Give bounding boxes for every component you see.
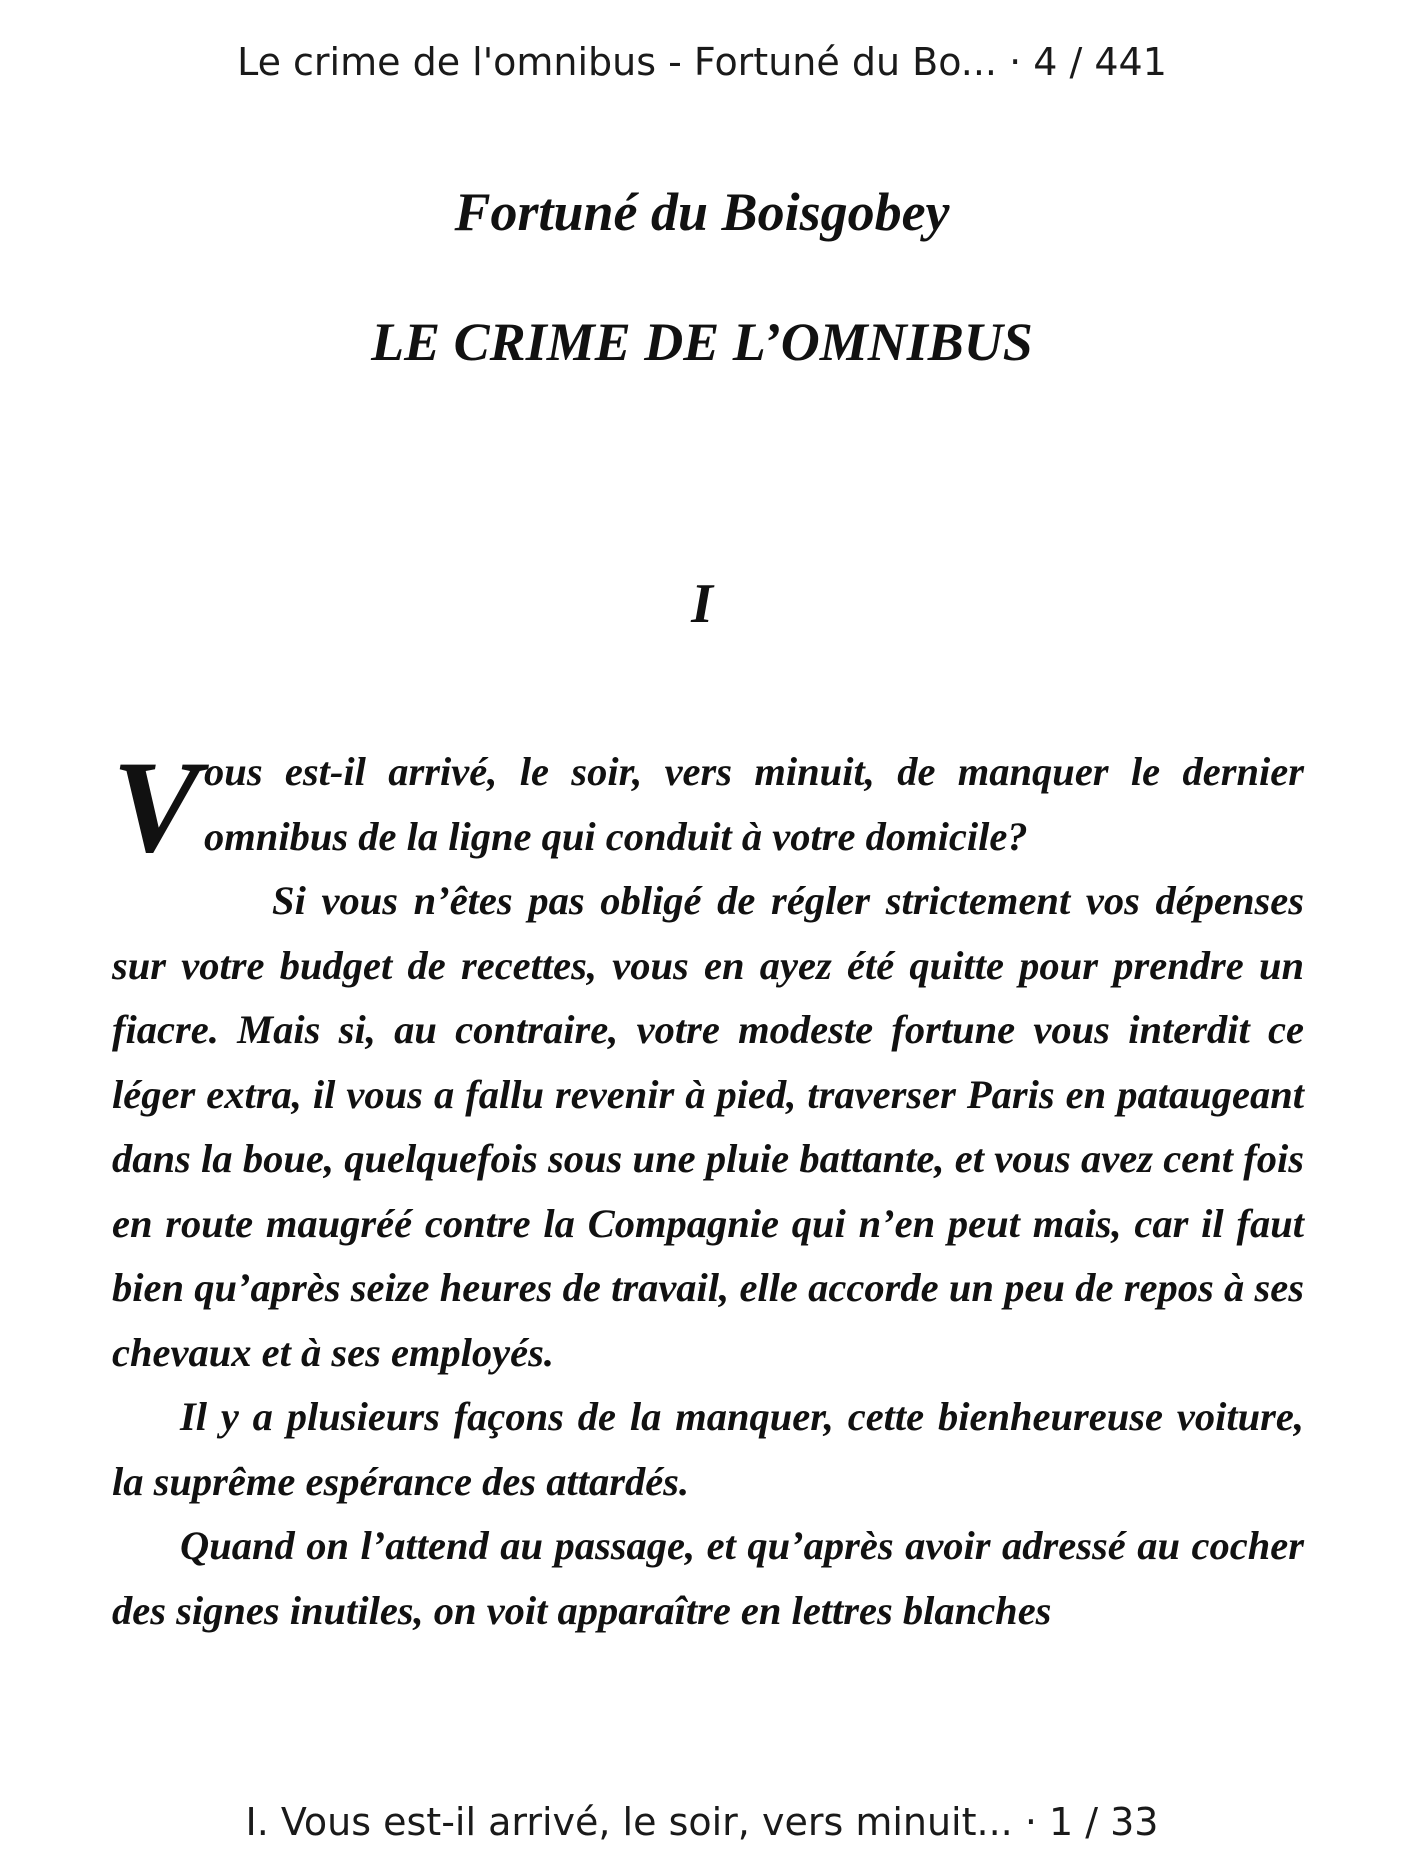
page-body-text [112, 733, 1304, 1643]
paragraph: Il y a plusieurs façons de la manquer, cette bienheureuse voiture, la suprême espérance des attardés. [112, 1394, 1304, 1504]
paragraph-text: ous est-il arrivé, le soir, vers minuit, de manquer le dernier omnibus de la ligne qui conduit à votre domicile? [204, 749, 1304, 859]
reader-header-book-progress: Le crime de l'omnibus - Fortuné du Bo... · 4 / 441 [237, 40, 1167, 84]
chapter-heading: I [691, 573, 713, 635]
paragraph: Quand on l’attend au passage, et qu’après avoir adressé au cocher des signes inutiles, on voit apparaître en lettres blanches [112, 1523, 1304, 1633]
book-title: LE CRIME DE L’OMNIBUS [371, 312, 1033, 372]
book-author: Fortuné du Boisgobey [454, 182, 950, 242]
paragraph [112, 733, 1304, 880]
drop-cap: V [112, 733, 201, 880]
reader-footer-chapter-progress: I. Vous est-il arrivé, le soir, vers minuit... · 1 / 33 [245, 1800, 1159, 1844]
paragraph: Si vous n’êtes pas obligé de régler strictement vos dépenses sur votre budget de recettes, vous en ayez été quitte pour prendre un fiacre. Mais si, au contraire, votre modeste fortune vous interdit ce léger extra, il vous a fallu revenir à pied, traverser Paris en pataugeant dans la boue, quelquefois sous une pluie battante, et vous avez cent fois en route maugréé contre la Compagnie qui n’en peut mais, car il faut bien qu’après seize heures de travail, elle accorde un peu de repos à ses chevaux et à ses employés. [112, 878, 1304, 1375]
